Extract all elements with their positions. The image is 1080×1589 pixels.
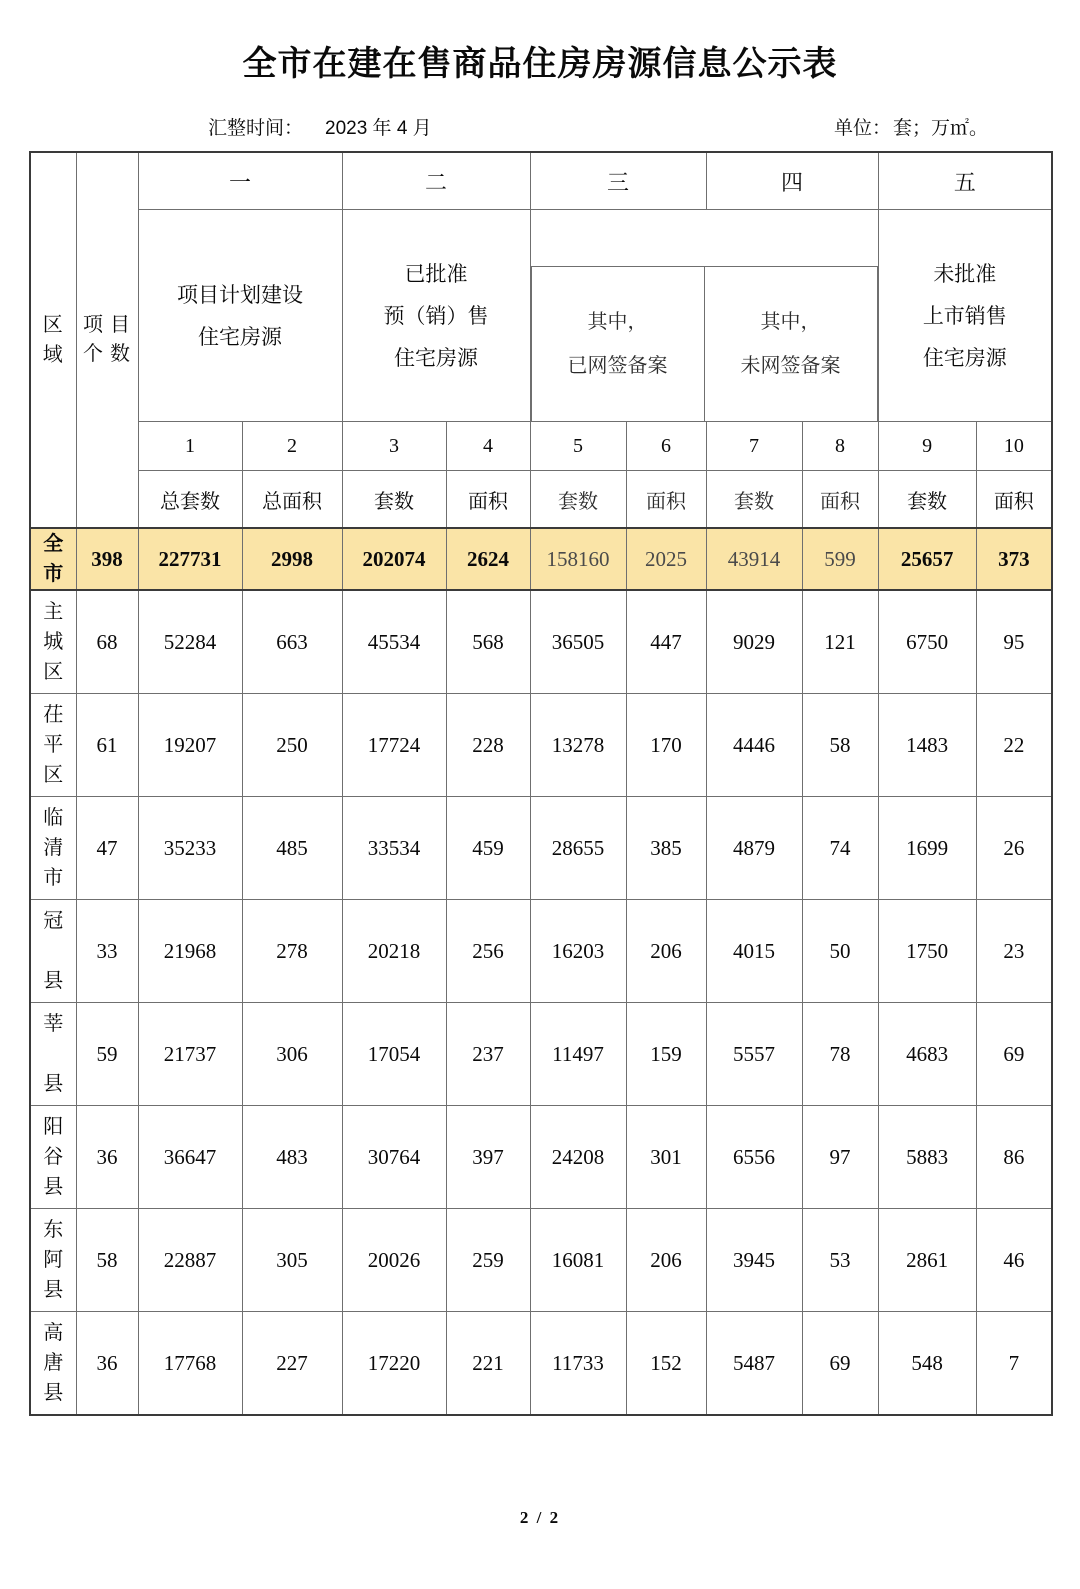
total-row-region-label xyxy=(30,528,76,590)
header-colunit-6: 面积 xyxy=(626,471,706,529)
region-char-2: 平 xyxy=(43,734,64,757)
region-char-3: 县 xyxy=(43,1176,64,1199)
row-1-project-count: 68 xyxy=(76,590,138,694)
row-region-label xyxy=(30,900,76,1003)
region-char-1: 全 xyxy=(43,533,64,556)
row-6-value-col-7: 6556 xyxy=(706,1106,802,1209)
total-value-col-3: 202074 xyxy=(342,528,446,590)
row-4-value-col-6: 206 xyxy=(626,900,706,1003)
header-group-numeral-5: 五 xyxy=(878,152,1052,210)
header-colunit-2: 总面积 xyxy=(242,471,342,529)
row-7-value-col-4: 259 xyxy=(446,1209,530,1312)
row-3-value-col-7: 4879 xyxy=(706,797,802,900)
header-colnum-5: 5 xyxy=(530,422,626,471)
row-2-value-col-10: 22 xyxy=(976,694,1052,797)
header-projcount-char-3: 个 xyxy=(83,343,104,366)
row-7-value-col-1: 22887 xyxy=(138,1209,242,1312)
row-6-value-col-10: 86 xyxy=(976,1106,1052,1209)
header-g1-line-1: 项目计划建设 xyxy=(177,282,303,307)
header-colnum-2: 2 xyxy=(242,422,342,471)
row-8-value-col-3: 17220 xyxy=(342,1312,446,1416)
row-1-value-col-2: 663 xyxy=(242,590,342,694)
row-3-value-col-1: 35233 xyxy=(138,797,242,900)
region-char-3: 区 xyxy=(43,764,64,787)
page-number-footer: 2 / 2 xyxy=(519,1508,561,1527)
region-char-2 xyxy=(31,936,76,966)
total-value-col-7: 43914 xyxy=(706,528,802,590)
row-6-project-count: 36 xyxy=(76,1106,138,1209)
row-6-value-col-5: 24208 xyxy=(530,1106,626,1209)
header-row-groups xyxy=(30,210,1052,422)
header-colunit-3: 套数 xyxy=(342,471,446,529)
row-7-value-col-3: 20026 xyxy=(342,1209,446,1312)
header-group-numeral-4: 四 xyxy=(706,152,878,210)
header-colunit-5: 套数 xyxy=(530,471,626,529)
header-group-title-1 xyxy=(138,210,342,422)
row-8-value-col-6: 152 xyxy=(626,1312,706,1416)
header-colnum-8: 8 xyxy=(802,422,878,471)
row-6-value-col-2: 483 xyxy=(242,1106,342,1209)
row-region-label xyxy=(30,1106,76,1209)
row-2-value-col-5: 13278 xyxy=(530,694,626,797)
header-group-title-2 xyxy=(342,210,530,422)
row-2-value-col-6: 170 xyxy=(626,694,706,797)
header-group-numeral-2: 二 xyxy=(342,152,530,210)
row-8-value-col-9: 548 xyxy=(878,1312,976,1416)
row-3-value-col-5: 28655 xyxy=(530,797,626,900)
region-char-1: 莘 xyxy=(43,1013,64,1036)
region-char-3: 县 xyxy=(43,970,64,993)
header-row-roman xyxy=(30,152,1052,210)
row-4-value-col-2: 278 xyxy=(242,900,342,1003)
row-2-value-col-9: 1483 xyxy=(878,694,976,797)
header-g3-line-2: 已网签备案 xyxy=(567,355,668,378)
header-projcount-char-4: 数 xyxy=(110,343,131,366)
row-3-value-col-2: 485 xyxy=(242,797,342,900)
row-7-value-col-2: 305 xyxy=(242,1209,342,1312)
region-char-2: 城 xyxy=(43,631,64,654)
row-7-value-col-10: 46 xyxy=(976,1209,1052,1312)
row-8-value-col-2: 227 xyxy=(242,1312,342,1416)
row-4-value-col-9: 1750 xyxy=(878,900,976,1003)
row-4-project-count: 33 xyxy=(76,900,138,1003)
row-6-value-col-8: 97 xyxy=(802,1106,878,1209)
table-row xyxy=(30,797,1052,900)
row-1-value-col-5: 36505 xyxy=(530,590,626,694)
header-mid-spacer xyxy=(530,210,878,422)
row-4-value-col-7: 4015 xyxy=(706,900,802,1003)
region-char-3: 县 xyxy=(43,1073,64,1096)
region-char-1: 东 xyxy=(43,1219,64,1242)
housing-table-wrapper xyxy=(29,151,1051,1416)
row-2-value-col-2: 250 xyxy=(242,694,342,797)
header-colnum-4: 4 xyxy=(446,422,530,471)
row-3-value-col-3: 33534 xyxy=(342,797,446,900)
region-char-2: 清 xyxy=(43,837,64,860)
row-8-value-col-5: 11733 xyxy=(530,1312,626,1416)
row-3-value-col-4: 459 xyxy=(446,797,530,900)
row-1-value-col-3: 45534 xyxy=(342,590,446,694)
region-char-3: 县 xyxy=(43,1382,64,1405)
header-row-numbers xyxy=(30,422,1052,471)
row-region-label xyxy=(30,1003,76,1106)
header-g2-line-3: 住宅房源 xyxy=(394,345,479,370)
region-char-2: 谷 xyxy=(43,1146,64,1169)
header-region-char-2: 域 xyxy=(42,344,64,367)
region-char-3: 县 xyxy=(43,1279,64,1302)
row-4-value-col-4: 256 xyxy=(446,900,530,1003)
table-header xyxy=(30,152,1052,528)
header-mid-blank xyxy=(531,210,877,267)
row-5-value-col-8: 78 xyxy=(802,1003,878,1106)
row-5-value-col-9: 4683 xyxy=(878,1003,976,1106)
header-row-units xyxy=(30,471,1052,529)
header-colnum-6: 6 xyxy=(626,422,706,471)
compiled-time-value: 2023 年 4 月 xyxy=(325,118,432,140)
row-7-value-col-6: 206 xyxy=(626,1209,706,1312)
row-2-project-count: 61 xyxy=(76,694,138,797)
region-char-1: 冠 xyxy=(43,910,64,933)
row-5-value-col-3: 17054 xyxy=(342,1003,446,1106)
row-4-value-col-8: 50 xyxy=(802,900,878,1003)
row-region-label xyxy=(30,694,76,797)
row-6-value-col-3: 30764 xyxy=(342,1106,446,1209)
row-1-value-col-4: 568 xyxy=(446,590,530,694)
total-value-col-4: 2624 xyxy=(446,528,530,590)
row-7-value-col-5: 16081 xyxy=(530,1209,626,1312)
header-g2-line-2: 预（销）售 xyxy=(383,303,489,328)
header-projcount-char-1: 项 xyxy=(83,314,104,337)
row-1-value-col-8: 121 xyxy=(802,590,878,694)
row-4-value-col-3: 20218 xyxy=(342,900,446,1003)
header-g4-line-1: 其中， xyxy=(760,311,821,334)
table-row-total xyxy=(30,528,1052,590)
region-char-2 xyxy=(31,1039,76,1069)
total-value-col-10: 373 xyxy=(976,528,1052,590)
row-5-value-col-1: 21737 xyxy=(138,1003,242,1106)
row-region-label xyxy=(30,797,76,900)
total-value-col-6: 2025 xyxy=(626,528,706,590)
header-colnum-1: 1 xyxy=(138,422,242,471)
region-char-2: 市 xyxy=(43,563,64,586)
header-group-title-5 xyxy=(878,210,1052,422)
row-7-value-col-7: 3945 xyxy=(706,1209,802,1312)
header-region-char-1: 区 xyxy=(42,314,64,337)
row-7-value-col-9: 2861 xyxy=(878,1209,976,1312)
document-meta xyxy=(0,107,1080,151)
row-1-value-col-7: 9029 xyxy=(706,590,802,694)
header-colunit-9: 套数 xyxy=(878,471,976,529)
row-8-project-count: 36 xyxy=(76,1312,138,1416)
header-group-numeral-1: 一 xyxy=(138,152,342,210)
row-5-value-col-2: 306 xyxy=(242,1003,342,1106)
region-char-1: 主 xyxy=(43,601,64,624)
region-char-1: 临 xyxy=(43,807,64,830)
row-1-value-col-9: 6750 xyxy=(878,590,976,694)
row-5-value-col-5: 11497 xyxy=(530,1003,626,1106)
row-3-value-col-8: 74 xyxy=(802,797,878,900)
header-colnum-9: 9 xyxy=(878,422,976,471)
header-colunit-7: 套数 xyxy=(706,471,802,529)
total-value-col-5: 158160 xyxy=(530,528,626,590)
row-8-value-col-1: 17768 xyxy=(138,1312,242,1416)
page-title: 全市在建在售商品住房房源信息公示表 xyxy=(242,46,838,83)
row-8-value-col-4: 221 xyxy=(446,1312,530,1416)
row-8-value-col-10: 7 xyxy=(976,1312,1052,1416)
row-6-value-col-6: 301 xyxy=(626,1106,706,1209)
header-group-numeral-3: 三 xyxy=(530,152,706,210)
region-char-1: 高 xyxy=(43,1322,64,1345)
row-region-label xyxy=(30,1312,76,1416)
row-4-value-col-10: 23 xyxy=(976,900,1052,1003)
row-1-value-col-10: 95 xyxy=(976,590,1052,694)
row-5-value-col-10: 69 xyxy=(976,1003,1052,1106)
table-row xyxy=(30,1209,1052,1312)
row-6-value-col-1: 36647 xyxy=(138,1106,242,1209)
region-char-2: 阿 xyxy=(43,1249,64,1272)
row-2-value-col-3: 17724 xyxy=(342,694,446,797)
row-3-value-col-6: 385 xyxy=(626,797,706,900)
total-value-col-8: 599 xyxy=(802,528,878,590)
unit-value: 套；万㎡。 xyxy=(892,118,988,140)
unit-label: 单位： xyxy=(833,118,891,140)
row-2-value-col-8: 58 xyxy=(802,694,878,797)
total-value-col-9: 25657 xyxy=(878,528,976,590)
row-region-label xyxy=(30,1209,76,1312)
header-g4-line-2: 未网签备案 xyxy=(740,355,841,378)
row-7-project-count: 58 xyxy=(76,1209,138,1312)
header-g5-line-1: 未批准 xyxy=(933,261,997,286)
header-colnum-3: 3 xyxy=(342,422,446,471)
row-2-value-col-7: 4446 xyxy=(706,694,802,797)
region-char-1: 茌 xyxy=(43,704,64,727)
row-4-value-col-1: 21968 xyxy=(138,900,242,1003)
table-row xyxy=(30,1106,1052,1209)
header-group-title-3 xyxy=(531,267,704,422)
row-1-value-col-6: 447 xyxy=(626,590,706,694)
region-char-2: 唐 xyxy=(43,1352,64,1375)
table-body xyxy=(30,528,1052,1415)
region-char-3: 区 xyxy=(43,661,64,684)
row-8-value-col-8: 69 xyxy=(802,1312,878,1416)
row-2-value-col-1: 19207 xyxy=(138,694,242,797)
total-project-count: 398 xyxy=(76,528,138,590)
header-colunit-4: 面积 xyxy=(446,471,530,529)
header-g1-line-2: 住宅房源 xyxy=(198,324,282,349)
region-char-1: 阳 xyxy=(43,1116,64,1139)
header-g3-line-1: 其中， xyxy=(587,311,648,334)
row-region-label xyxy=(30,590,76,694)
row-2-value-col-4: 228 xyxy=(446,694,530,797)
region-char-3: 市 xyxy=(43,867,64,890)
total-value-col-1: 227731 xyxy=(138,528,242,590)
header-group-title-4 xyxy=(704,267,877,422)
table-row xyxy=(30,590,1052,694)
header-project-count xyxy=(76,152,138,528)
row-3-project-count: 47 xyxy=(76,797,138,900)
unit-note xyxy=(834,113,988,140)
header-g5-line-2: 上市销售 xyxy=(922,303,1007,328)
row-6-value-col-9: 5883 xyxy=(878,1106,976,1209)
compiled-time xyxy=(208,113,432,140)
row-3-value-col-10: 26 xyxy=(976,797,1052,900)
total-value-col-2: 2998 xyxy=(242,528,342,590)
housing-info-table xyxy=(29,151,1053,1416)
compiled-time-label: 汇整时间： xyxy=(208,118,304,140)
header-colnum-10: 10 xyxy=(976,422,1052,471)
header-projcount-char-2: 目 xyxy=(110,314,131,337)
row-8-value-col-7: 5487 xyxy=(706,1312,802,1416)
row-5-project-count: 59 xyxy=(76,1003,138,1106)
row-3-value-col-9: 1699 xyxy=(878,797,976,900)
row-1-value-col-1: 52284 xyxy=(138,590,242,694)
header-g2-line-1: 已批准 xyxy=(404,261,468,286)
header-region xyxy=(30,152,76,528)
row-5-value-col-6: 159 xyxy=(626,1003,706,1106)
table-row xyxy=(30,1312,1052,1416)
table-row xyxy=(30,900,1052,1003)
row-6-value-col-4: 397 xyxy=(446,1106,530,1209)
header-colunit-10: 面积 xyxy=(976,471,1052,529)
row-4-value-col-5: 16203 xyxy=(530,900,626,1003)
row-5-value-col-4: 237 xyxy=(446,1003,530,1106)
header-colnum-7: 7 xyxy=(706,422,802,471)
header-colunit-1: 总套数 xyxy=(138,471,242,529)
table-row xyxy=(30,694,1052,797)
table-row xyxy=(30,1003,1052,1106)
row-5-value-col-7: 5557 xyxy=(706,1003,802,1106)
header-g5-line-3: 住宅房源 xyxy=(922,345,1007,370)
header-colunit-8: 面积 xyxy=(802,471,878,529)
row-7-value-col-8: 53 xyxy=(802,1209,878,1312)
